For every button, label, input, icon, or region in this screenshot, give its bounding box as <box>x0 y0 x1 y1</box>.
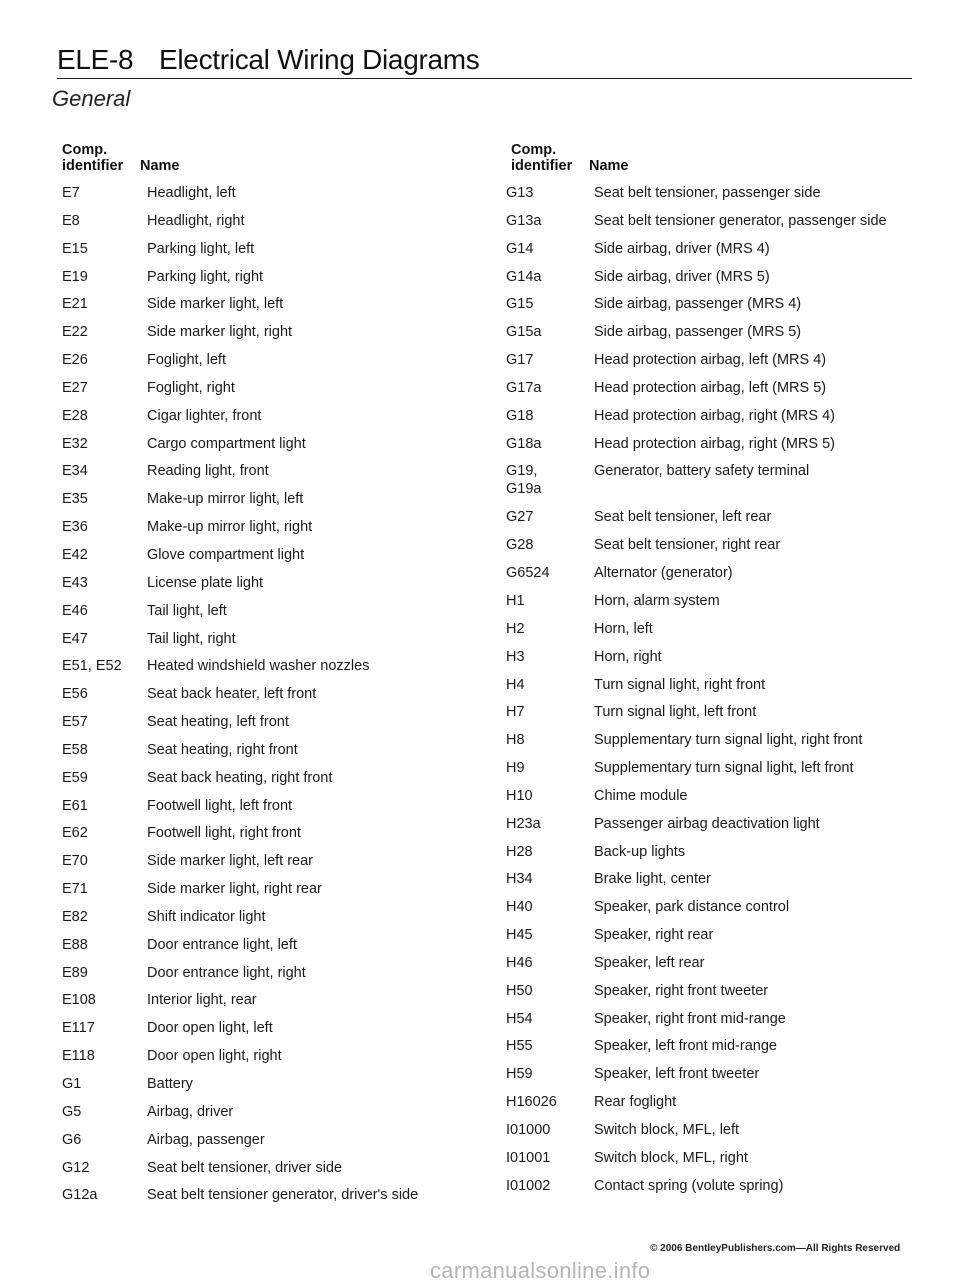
component-identifier: E117 <box>62 1020 95 1037</box>
component-identifier: E19 <box>62 268 88 285</box>
component-identifier: G14a <box>506 268 542 285</box>
table-row <box>506 620 911 648</box>
component-identifier: E32 <box>62 435 88 452</box>
table-row <box>62 1159 462 1187</box>
component-name: Head protection airbag, right (MRS 5) <box>594 435 835 452</box>
component-name: Generator, battery safety terminal <box>594 463 810 480</box>
component-name: License plate light <box>147 574 264 591</box>
table-row <box>506 954 911 982</box>
table-row <box>506 212 911 240</box>
component-name: Foglight, right <box>147 379 235 396</box>
component-identifier: E8 <box>62 212 80 229</box>
table-row <box>506 731 911 759</box>
table-row <box>506 508 911 536</box>
component-name: Side marker light, left <box>147 296 284 313</box>
component-identifier: H10 <box>506 787 533 804</box>
component-identifier: E36 <box>62 519 88 536</box>
component-identifier: E59 <box>62 769 88 786</box>
component-identifier: H28 <box>506 843 533 860</box>
table-row <box>62 602 462 630</box>
component-identifier: H40 <box>506 899 533 916</box>
copyright-notice: © 2006 BentleyPublishers.com—All Rights Reserved <box>650 1243 901 1254</box>
component-identifier: E43 <box>62 574 88 591</box>
table-row <box>62 462 462 490</box>
component-identifier: H50 <box>506 982 533 999</box>
table-row <box>506 536 911 564</box>
component-identifier: I01001 <box>506 1149 551 1166</box>
component-name: Seat belt tensioner, left rear <box>594 509 772 526</box>
table-row <box>506 1093 911 1121</box>
table-row <box>506 648 911 676</box>
component-name: Speaker, left front tweeter <box>594 1066 760 1083</box>
component-identifier: E58 <box>62 741 88 758</box>
component-name: Side airbag, passenger (MRS 4) <box>594 296 802 313</box>
component-identifier: G18 <box>506 407 534 424</box>
component-name: Seat back heater, left front <box>147 686 317 703</box>
table-row <box>506 870 911 898</box>
table-row <box>506 379 911 407</box>
component-name: Heated windshield washer nozzles <box>147 658 370 675</box>
component-identifier: G15a <box>506 324 542 341</box>
table-row <box>62 268 462 296</box>
component-name: Horn, alarm system <box>594 592 720 609</box>
component-name: Speaker, right rear <box>594 927 714 944</box>
table-row <box>62 991 462 1019</box>
component-name: Tail light, left <box>147 602 227 619</box>
component-identifier: G15 <box>506 296 534 313</box>
component-identifier: G19, G19a <box>506 463 542 498</box>
table-row <box>506 703 911 731</box>
component-name: Make-up mirror light, right <box>147 519 313 536</box>
component-name: Cigar lighter, front <box>147 407 262 424</box>
table-row <box>506 787 911 815</box>
component-name: Alternator (generator) <box>594 565 733 582</box>
component-identifier: G17 <box>506 352 534 369</box>
table-row <box>62 1019 462 1047</box>
table-row <box>62 657 462 685</box>
component-name: Head protection airbag, left (MRS 4) <box>594 352 827 369</box>
component-name: Horn, right <box>594 648 662 665</box>
component-name: Contact spring (volute spring) <box>594 1177 784 1194</box>
component-identifier: G5 <box>62 1103 82 1120</box>
table-row <box>506 1149 911 1177</box>
component-identifier: H45 <box>506 927 533 944</box>
component-name: Battery <box>147 1076 193 1092</box>
component-name: Door open light, right <box>147 1048 282 1065</box>
component-name: Airbag, passenger <box>147 1131 265 1148</box>
component-name: Headlight, right <box>147 212 245 229</box>
component-name: Seat belt tensioner, right rear <box>594 537 781 554</box>
component-name: Interior light, rear <box>147 992 257 1009</box>
component-name: Footwell light, left front <box>147 797 293 814</box>
table-row <box>506 1037 911 1065</box>
table-row <box>62 1075 462 1103</box>
component-name: Side airbag, passenger (MRS 5) <box>594 324 802 341</box>
component-identifier: E118 <box>62 1048 95 1065</box>
table-row <box>62 908 462 936</box>
component-name: Side airbag, driver (MRS 4) <box>594 240 770 257</box>
component-name: Parking light, right <box>147 268 264 285</box>
table-row <box>506 898 911 926</box>
table-row <box>506 240 911 268</box>
component-name: Back-up lights <box>594 843 686 860</box>
component-identifier: E71 <box>62 881 88 898</box>
table-row <box>506 843 911 871</box>
table-row <box>62 741 462 769</box>
table-row <box>506 592 911 620</box>
component-identifier: E22 <box>62 324 88 341</box>
page-subtitle: General <box>52 86 131 111</box>
component-rows <box>506 184 911 1205</box>
component-list-left <box>62 142 462 1214</box>
component-identifier: H2 <box>506 620 525 637</box>
component-identifier: H16026 <box>506 1094 557 1111</box>
component-rows <box>62 184 462 1214</box>
component-name: Passenger airbag deactivation light <box>594 815 820 832</box>
component-identifier: H59 <box>506 1066 533 1083</box>
header-divider <box>57 78 912 79</box>
component-name: Door open light, left <box>147 1020 273 1037</box>
table-row <box>506 1010 911 1038</box>
table-row <box>62 769 462 797</box>
component-identifier: G27 <box>506 509 534 526</box>
component-identifier: E61 <box>62 797 88 814</box>
table-row <box>506 295 911 323</box>
component-name: Side marker light, right rear <box>147 881 322 898</box>
component-identifier: E88 <box>62 936 88 953</box>
component-name: Make-up mirror light, left <box>147 491 304 508</box>
component-name: Side marker light, right <box>147 324 293 341</box>
component-identifier: G6 <box>62 1131 82 1148</box>
component-identifier: G12a <box>62 1187 98 1204</box>
component-name: Speaker, right front mid-range <box>594 1010 786 1027</box>
component-identifier: H55 <box>506 1038 533 1055</box>
component-identifier: E15 <box>62 240 88 257</box>
component-name: Switch block, MFL, right <box>594 1149 748 1166</box>
component-name: Seat belt tensioner, passenger side <box>594 185 821 201</box>
table-row <box>506 268 911 296</box>
table-row <box>62 964 462 992</box>
table-row <box>62 351 462 379</box>
table-row <box>62 1047 462 1075</box>
component-identifier: E27 <box>62 379 88 396</box>
component-identifier: E57 <box>62 714 88 731</box>
table-row <box>62 212 462 240</box>
column-header <box>511 142 911 184</box>
component-identifier: H3 <box>506 648 525 665</box>
component-name: Seat back heating, right front <box>147 769 333 786</box>
component-name: Brake light, center <box>594 871 711 888</box>
table-row <box>62 184 462 212</box>
component-name: Door entrance light, left <box>147 936 297 953</box>
component-name: Chime module <box>594 787 688 804</box>
page-header <box>57 44 912 84</box>
table-row <box>62 435 462 463</box>
component-name: Head protection airbag, right (MRS 4) <box>594 407 835 424</box>
table-row <box>506 1121 911 1149</box>
component-name: Footwell light, right front <box>147 825 301 842</box>
component-identifier: H8 <box>506 732 525 749</box>
component-list-right <box>506 142 911 1205</box>
component-name: Seat heating, right front <box>147 741 298 758</box>
component-identifier: E47 <box>62 630 88 647</box>
component-identifier: H4 <box>506 676 525 693</box>
table-row <box>506 564 911 592</box>
table-row <box>62 936 462 964</box>
table-row <box>62 574 462 602</box>
table-row <box>62 295 462 323</box>
component-name: Speaker, right front tweeter <box>594 982 769 999</box>
component-identifier: E42 <box>62 546 88 563</box>
component-name: Side marker light, left rear <box>147 853 314 870</box>
table-row <box>62 407 462 435</box>
component-identifier: H34 <box>506 871 533 888</box>
table-row <box>62 1131 462 1159</box>
table-row <box>62 323 462 351</box>
component-identifier: E51, E52 <box>62 658 122 675</box>
component-name: Speaker, park distance control <box>594 899 790 916</box>
component-identifier: I01000 <box>506 1122 551 1138</box>
component-name: Seat belt tensioner, driver side <box>147 1159 343 1176</box>
component-identifier: E62 <box>62 825 88 842</box>
component-name: Switch block, MFL, left <box>594 1122 740 1138</box>
component-identifier: G1 <box>62 1076 82 1092</box>
table-row <box>62 1186 462 1214</box>
table-row <box>62 852 462 880</box>
component-name: Reading light, front <box>147 463 269 480</box>
component-identifier: H23a <box>506 815 541 832</box>
table-row <box>62 1103 462 1131</box>
component-name: Turn signal light, right front <box>594 676 766 693</box>
table-row <box>62 713 462 741</box>
component-identifier: E7 <box>62 185 80 201</box>
component-name: Head protection airbag, left (MRS 5) <box>594 379 827 396</box>
header-name: Name <box>589 158 629 174</box>
table-row <box>506 759 911 787</box>
component-identifier: I01002 <box>506 1177 551 1194</box>
component-name: Speaker, left rear <box>594 954 705 971</box>
table-row <box>506 323 911 351</box>
component-identifier: G13 <box>506 185 534 201</box>
table-row <box>506 1065 911 1093</box>
header-comp-identifier: Comp. identifier <box>62 142 124 174</box>
table-row <box>62 824 462 852</box>
component-identifier: E89 <box>62 964 88 981</box>
table-row <box>62 630 462 658</box>
component-name: Supplementary turn signal light, right front <box>594 732 863 749</box>
component-name: Seat heating, left front <box>147 714 289 731</box>
watermark: carmanualsonline.info <box>430 1258 651 1283</box>
table-row <box>506 462 911 508</box>
component-identifier: G12 <box>62 1159 90 1176</box>
component-identifier: G18a <box>506 435 542 452</box>
table-row <box>506 815 911 843</box>
component-identifier: E21 <box>62 296 88 313</box>
table-row <box>506 676 911 704</box>
table-row <box>506 184 911 212</box>
column-header <box>62 142 462 184</box>
component-identifier: H9 <box>506 760 525 777</box>
component-name: Foglight, left <box>147 352 226 369</box>
table-row <box>62 490 462 518</box>
component-name: Supplementary turn signal light, left front <box>594 760 854 777</box>
header-comp-identifier: Comp. identifier <box>511 142 573 174</box>
component-name: Horn, left <box>594 620 653 637</box>
table-row <box>506 982 911 1010</box>
component-identifier: G28 <box>506 537 534 554</box>
component-name: Seat belt tensioner generator, passenger side <box>594 212 887 229</box>
component-name: Door entrance light, right <box>147 964 306 981</box>
component-identifier: E82 <box>62 908 88 925</box>
component-name: Turn signal light, left front <box>594 704 757 721</box>
component-name: Glove compartment light <box>147 546 305 563</box>
component-identifier: H7 <box>506 704 525 721</box>
component-name: Speaker, left front mid-range <box>594 1038 777 1055</box>
component-name: Tail light, right <box>147 630 236 647</box>
component-name: Cargo compartment light <box>147 435 306 452</box>
table-row <box>62 880 462 908</box>
component-identifier: G14 <box>506 240 534 257</box>
component-name: Shift indicator light <box>147 908 266 925</box>
component-name: Side airbag, driver (MRS 5) <box>594 268 770 285</box>
component-identifier: E26 <box>62 352 88 369</box>
component-identifier: E28 <box>62 407 88 424</box>
component-identifier: H54 <box>506 1010 533 1027</box>
table-row <box>62 685 462 713</box>
component-identifier: H46 <box>506 954 533 971</box>
table-row <box>62 240 462 268</box>
component-identifier: E56 <box>62 686 88 703</box>
component-identifier: G17a <box>506 379 542 396</box>
component-identifier: E70 <box>62 853 88 870</box>
table-row <box>506 1177 911 1205</box>
component-name: Parking light, left <box>147 240 255 257</box>
component-identifier: E46 <box>62 602 88 619</box>
header-name: Name <box>140 158 180 174</box>
table-row <box>62 379 462 407</box>
component-identifier: G13a <box>506 212 542 229</box>
table-row <box>62 518 462 546</box>
component-identifier: H1 <box>506 592 525 609</box>
table-row <box>62 546 462 574</box>
component-identifier: E108 <box>62 992 96 1009</box>
component-name: Headlight, left <box>147 185 236 201</box>
table-row <box>506 435 911 463</box>
component-identifier: E35 <box>62 491 88 508</box>
table-row <box>506 407 911 435</box>
component-name: Rear foglight <box>594 1094 677 1111</box>
section-code: ELE-8 <box>57 44 134 75</box>
table-row <box>506 351 911 379</box>
component-name: Seat belt tensioner generator, driver's side <box>147 1187 419 1204</box>
page-title: Electrical Wiring Diagrams <box>159 44 480 75</box>
table-row <box>506 926 911 954</box>
component-identifier: G6524 <box>506 565 550 582</box>
component-name: Airbag, driver <box>147 1103 234 1120</box>
table-row <box>62 797 462 825</box>
component-identifier: E34 <box>62 463 88 480</box>
